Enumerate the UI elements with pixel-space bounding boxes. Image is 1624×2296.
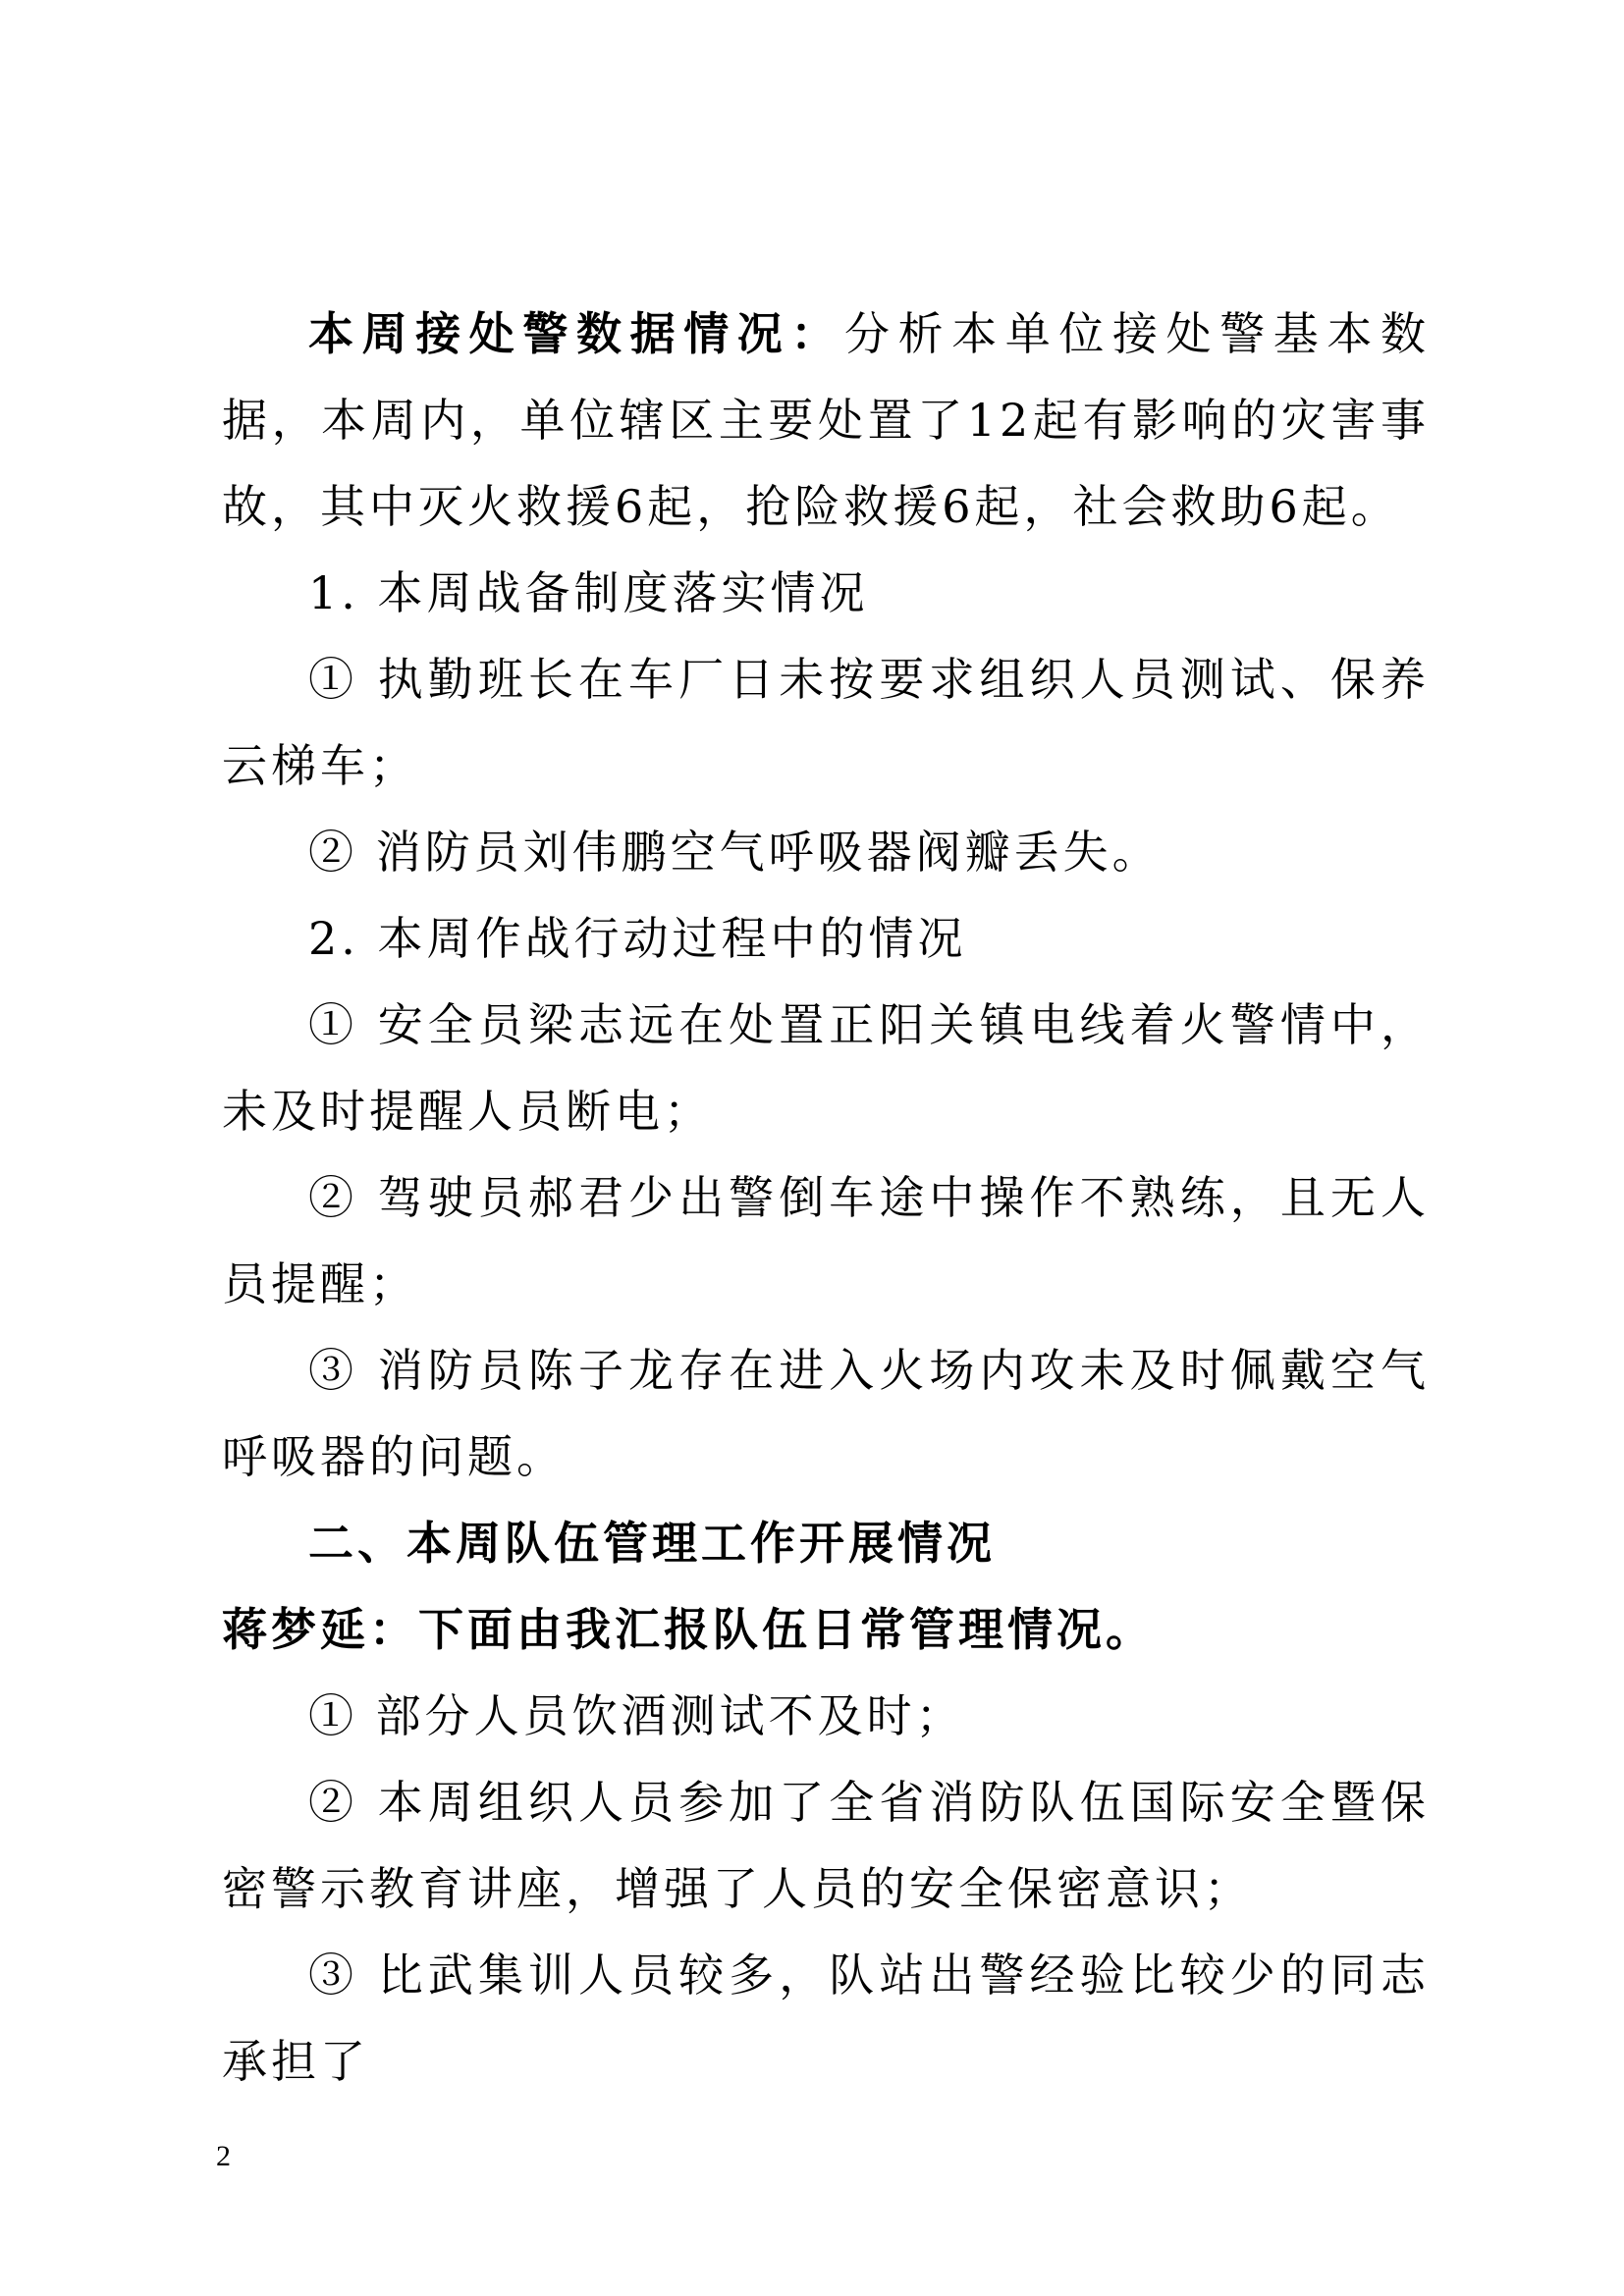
readiness-heading: 1. 本周战备制度落实情况: [308, 566, 869, 619]
readiness-item-2: ② 消防员刘伟鹏空气呼吸器阀瓣丢失。: [308, 826, 1162, 879]
page-number: 2: [216, 2140, 231, 2172]
operations-heading: 2. 本周作战行动过程中的情况: [308, 912, 967, 965]
alarm-data-paragraph: [222, 291, 1430, 550]
operations-item-3: ③ 消防员陈子龙存在进入火场内攻未及时佩戴空气呼吸器的问题。: [222, 1344, 1430, 1483]
team-management-heading: 二、本周队伍管理工作开展情况: [308, 1517, 996, 1570]
readiness-item-1: ① 执勤班长在车厂日未按要求组织人员测试、保养云梯车；: [222, 653, 1430, 792]
speaker-line: 蒋梦延：下面由我汇报队伍日常管理情况。: [222, 1603, 1155, 1656]
operations-item-1: ① 安全员梁志远在处置正阳关镇电线着火警情中，未及时提醒人员断电；: [222, 998, 1430, 1138]
management-item-1: ① 部分人员饮酒测试不及时；: [308, 1689, 965, 1742]
alarm-data-lead: 本周接处警数据情况：: [308, 307, 844, 360]
document-body: [222, 291, 1430, 2105]
operations-item-2: ② 驾驶员郝君少出警倒车途中操作不熟练，且无人员提醒；: [222, 1171, 1430, 1310]
management-item-3: ③ 比武集训人员较多，队站出警经验比较少的同志承担了: [222, 1949, 1430, 2088]
management-item-2: ② 本周组织人员参加了全省消防队伍国际安全暨保密警示教育讲座，增强了人员的安全保密意识；: [222, 1776, 1430, 1915]
alarm-data-text: 分析本单位接处警基本数据，本周内，单位辖区主要处置了12起有影响的灾害事故，其中灭火救援6起，抢险救援6起，社会救助6起。: [222, 307, 1431, 533]
